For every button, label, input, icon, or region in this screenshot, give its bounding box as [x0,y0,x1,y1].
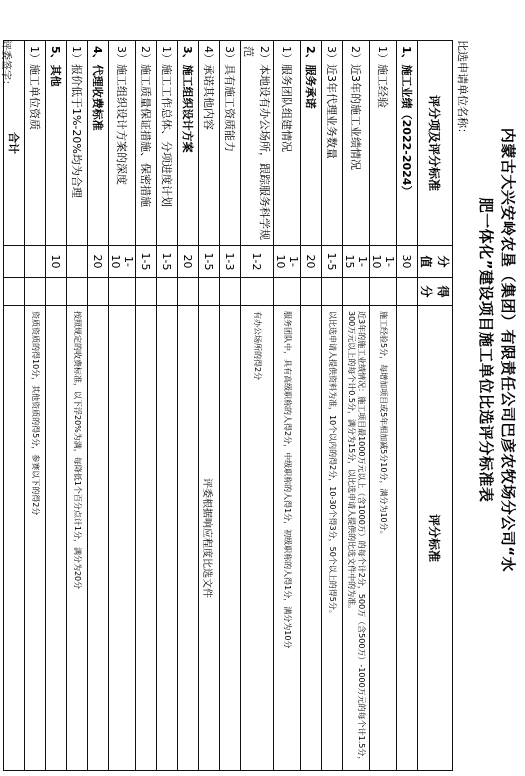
row-standard: 资质资质的得10分，其他资质的得5分，参赛以下的得2分 [25,306,46,771]
row-got [46,278,67,306]
row-score: 1-5 [157,246,178,278]
table-row [25,41,46,771]
row-score: 1-2 [241,246,274,278]
row-standard [46,306,67,771]
row-standard: 施工经验5分，每增加项目或5年相加减5分10分，满分为10分。 [370,306,397,771]
row-item: 1）报价低于1%-20%均为合理 [67,41,88,246]
row-item: 1）施工经验 [370,41,397,246]
row-standard [397,306,418,771]
row-score: 1-15 [343,246,370,278]
row-got [241,278,274,306]
row-score: 1-10 [370,246,397,278]
row-score [25,246,46,278]
title-line-1: 内蒙古大兴安岭农垦（集团）有限责任公司巴彦农牧场分公司“水 [499,127,517,573]
row-standard: 服务团队中，具有高级职称的人得2分，中级职称的人得1分，初级职称的人得1分，满分为10分 [274,306,301,771]
row-standard [301,306,322,771]
header-standard: 评分标准 [418,306,453,771]
row-score [67,246,88,278]
row-score: 30 [397,246,418,278]
table-header-row [418,41,453,771]
row-score: 10 [46,246,67,278]
row-score: 20 [301,246,322,278]
row-item: 4）承诺其他内容 [199,41,220,246]
row-score: 1-5 [199,246,220,278]
table-row [157,41,178,771]
row-got [109,278,136,306]
applicant-unit-label: 比选申请单位名称： [456,40,469,139]
row-item: 1）施工工作总体、分项进度计划 [157,41,178,246]
title-line-2: 肥一体化”建设项目施工单位比选评分标准表 [477,197,495,503]
table-row [343,41,370,771]
total-score [4,246,25,278]
judge-signature-label: 评委签字： [0,40,11,90]
row-item: 2、服务承诺 [301,41,322,246]
row-got [157,278,178,306]
row-score: 1-10 [109,246,136,278]
row-item: 1）服务团队组建情况 [274,41,301,246]
header-item: 评分项及评分标准 [418,41,453,246]
row-got [322,278,343,306]
row-standard: 按照规定的收费标准，以下浮20%为满，每降低1个百分点计1分，满分为20分 [67,306,88,771]
row-got [199,278,220,306]
row-item: 1）施工单位资质 [25,41,46,246]
row-item: 1、施工业绩（2022-2024） [397,41,418,246]
row-standard: 近3年的施工业绩情况：施工项目最1000万元以上（含1000万）的每个计2分，500万（含500万）-1000万元的每个计1.5分，300万元以上的每个计0.5分，满分为15分，以比选申请人提供的比选文件中的为准。 [343,306,370,771]
row-standard [220,306,241,771]
row-got [25,278,46,306]
row-got [397,278,418,306]
total-row [4,41,25,771]
row-got [274,278,301,306]
row-standard: 评委根据响应程度比选文件 [199,306,220,771]
table-row [88,41,109,771]
row-item: 3、施工组织设计方案 [178,41,199,246]
row-got [88,278,109,306]
table-row [46,41,67,771]
row-score: 20 [178,246,199,278]
row-got [220,278,241,306]
header-score: 分值 [418,246,453,278]
row-score: 1-3 [220,246,241,278]
row-item: 2）施工质量保证措施、保密措施 [136,41,157,246]
row-item: 5、其他 [46,41,67,246]
row-standard [136,306,157,771]
total-got [4,278,25,306]
header-got: 得分 [418,278,453,306]
table-row [136,41,157,771]
document-title [475,40,519,660]
row-item: 3）具有施工资质能力 [220,41,241,246]
table-row [199,41,220,771]
row-score: 1-5 [136,246,157,278]
row-standard [109,306,136,771]
row-score: 20 [88,246,109,278]
row-got [178,278,199,306]
row-item: 3）施工组织设计方案的深度 [109,41,136,246]
table-row [274,41,301,771]
table-row [397,41,418,771]
table-row [322,41,343,771]
row-got [343,278,370,306]
row-standard [88,306,109,771]
row-score: 1-10 [274,246,301,278]
total-label: 合计 [4,41,25,246]
table-row [178,41,199,771]
row-item: 4、代理收费标准 [88,41,109,246]
row-score: 1-5 [322,246,343,278]
table-row [220,41,241,771]
table-row [67,41,88,771]
table-row [241,41,274,771]
row-got [67,278,88,306]
table-row [301,41,322,771]
row-standard: 有办公场所的得2分 [241,306,274,771]
row-standard [157,306,178,771]
total-standard [4,306,25,771]
scoring-table [3,40,453,771]
row-item: 3）近3年代理业务数量 [322,41,343,246]
table-row [109,41,136,771]
row-got [136,278,157,306]
row-item: 2）本地设有办公场所，跟踪服务科学规范 [241,41,274,246]
row-standard: 以比选申请人提供资料为准，10个以内的得2分，10-30个得3分，50个以上的得5分。 [322,306,343,771]
row-got [301,278,322,306]
row-got [370,278,397,306]
row-item: 2）近3年的施工业绩情况 [343,41,370,246]
table-row [370,41,397,771]
row-standard [178,306,199,771]
